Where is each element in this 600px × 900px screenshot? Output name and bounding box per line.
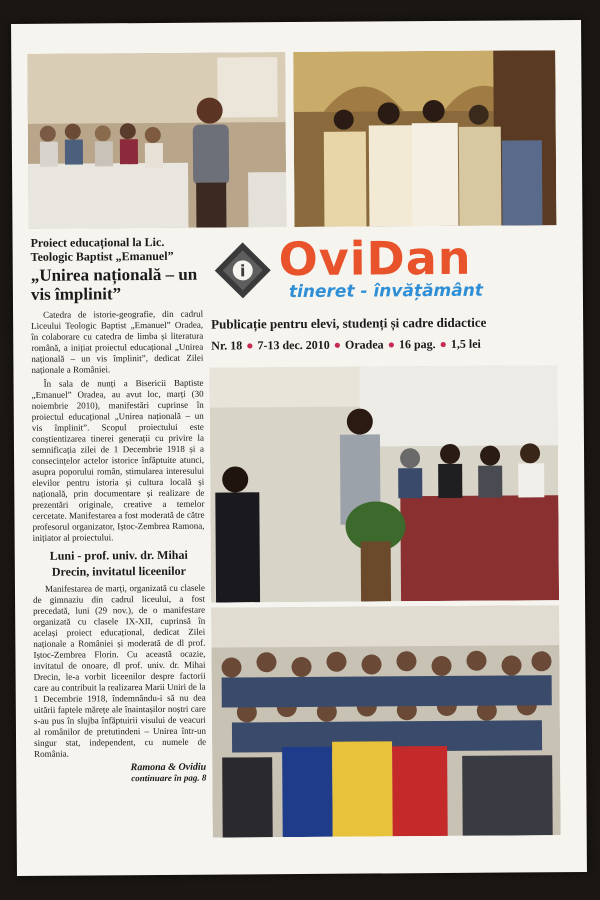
- article-paragraph: Catedra de istorie-geografie, din cadrul Liceului Teologic Baptist „Emanuel” Oradea, în colaborare cu catedra de limba și literatura română, a inițiat proiectul educațional „Unirea națională – un vis împlinit”, dedicat Zilei naționale a României.: [31, 308, 204, 375]
- article-intro: Proiect educațional la Lic. Teologic Baptist „Emanuel”: [30, 234, 174, 264]
- issue-date: 7-13 dec. 2010: [257, 337, 330, 353]
- photo-speaker-hall: [27, 52, 286, 229]
- article-subheading: Luni - prof. univ. dr. Mihai Drecin, invitatul liceenilor: [49, 547, 188, 579]
- svg-text:i: i: [239, 261, 246, 281]
- publication-subtitle: Publicație pentru elevi, studenți și cadre didactice: [211, 314, 487, 332]
- article-signature: Ramona & Ovidiu: [130, 761, 207, 774]
- publication-tagline: tineret - învățământ: [288, 280, 483, 303]
- publication-title: OviDan: [278, 230, 472, 287]
- issue-city: Oradea: [344, 337, 384, 352]
- article-paragraph: Manifestarea de marți, organizată cu clasele de gimnaziu din cadrul liceului, a fost precedată, luni (29 nov.), de o manifestare organizată cu clasele IX-XII, cuprinsă în același proiect educațional, dedicat Zilei naționale a României și moderată de dl prof. Iștoc-Zembrea Florin. Cu această ocazie, invitatul de onoare, dl prof. univ. dr. Mihai Drecin, le-a vorbit liceenilor despre factorii care au contribuit la realizarea Marii Uniri de la 1 Decembrie 1918, îndemnându-i să nu dea uitării faptele mărețe ale înaintașilor noștri care s-au pus în slujba înfăptuirii visului de veacuri al românilor de pretutindeni – Unirea într-un singur stat, independent, cu numele de România.: [33, 582, 207, 759]
- article-headline: „Unirea națională – un vis împlinit”: [30, 264, 198, 304]
- issue-price: 1,5 lei: [450, 336, 481, 351]
- article-column: [31, 235, 207, 784]
- continued-note: continuare în pag. 8: [131, 772, 207, 784]
- issue-info: Nr. 18 ● 7-13 dec. 2010 ● Oradea ● 16 pag. ● 1,5 lei: [211, 336, 481, 353]
- masthead: [208, 230, 559, 362]
- issue-pages: 16 pag.: [398, 337, 436, 352]
- article-paragraph: În sala de nunți a Bisericii Baptiste „Emanuel” Oradea, au avut loc, marți (30 noiembrie 2010), manifestări cuprinse în proiectul educațional „Unirea națională – un vis împlinit”. Scopul proiectului este conștientizarea tinerei generații cu privire la semnificația zilei de 1 Decembrie 1918 și a consecințelor actelor istorice înfăptuite atunci, asupra poporului român, stimularea interesului elevilor pentru istoria și cultura locală și națională, prin documentare și realizare de prezentări originale, creative a temelor cercetate. Manifestarea a fost moderată de către profesorul organizator, Iștoc-Zembrea Ramona, inițiator al proiectului.: [31, 377, 205, 543]
- photo-clergy-church: [293, 50, 556, 227]
- photo-panel-table: [209, 365, 559, 602]
- logo-icon: [213, 240, 273, 300]
- newspaper-page: [11, 20, 587, 876]
- issue-number: Nr. 18: [211, 338, 243, 353]
- photo-students-flag: [211, 605, 561, 837]
